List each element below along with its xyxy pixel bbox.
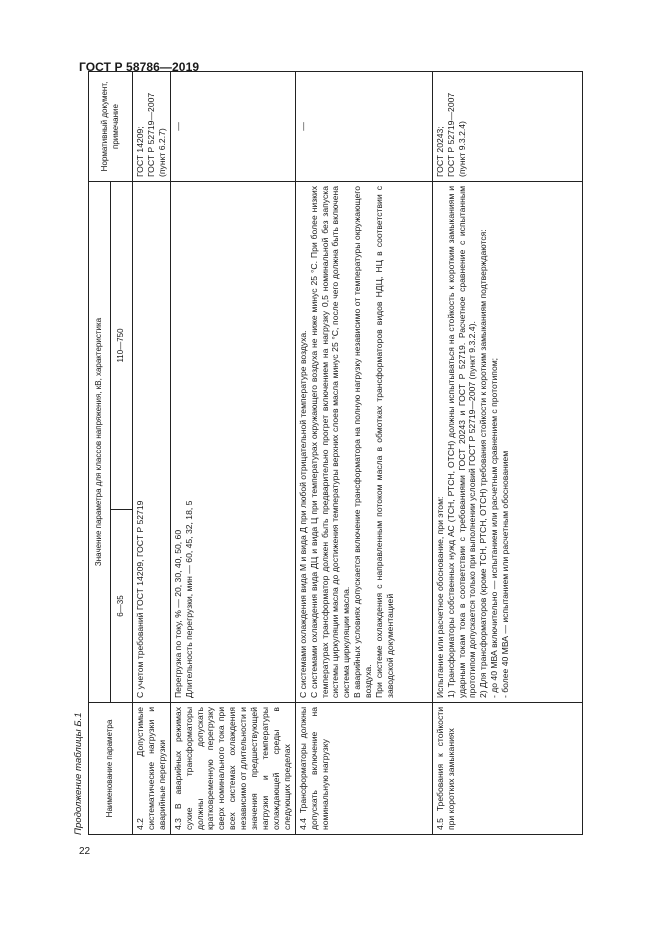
row-4-5-doc — [432, 71, 582, 181]
rotated-table-block — [73, 72, 583, 835]
value-paragraph: 2) Для трансформаторов (кроме ТСН, РТСН, ОТСН) требования стойкости к коротким замыканиям подтверждаются: — [478, 229, 489, 698]
value-paragraph: - до 40 МВА включительно — испытанием или расчетным сравнением с прототипом; — [489, 357, 500, 698]
value-line: Длительность перегрузки, мин — 60, 45, 32, 18, 5 — [183, 500, 194, 698]
value-paragraph: Испытание или расчетное обоснование, при этом: — [434, 496, 445, 698]
row-4-4-name: 4.4 Трансформаторы должны допускать включение на номинальную нагрузку — [295, 703, 432, 835]
doc-line: ГОСТ Р 52719—2007 — [445, 92, 456, 177]
header-voltage-6-35: 6—35 — [111, 510, 133, 703]
page-number: 22 — [79, 846, 91, 857]
value-paragraph: В аварийных условиях допускается включение трансформатора на полную нагрузку независимо от температуры окружающего воздуха. — [352, 185, 374, 698]
value-paragraph: - более 40 МВА — испытанием или расчетным обоснованием — [500, 450, 511, 698]
table-row — [432, 71, 582, 834]
row-4-4-value — [295, 181, 432, 702]
row-4-2-value: С учетом требований ГОСТ 14209, ГОСТ Р 52719 — [133, 181, 171, 702]
table-caption: Продолжение таблицы Б.1 — [73, 712, 84, 835]
value-paragraph: 1) Трансформаторы собственных нужд АС (ТСН, РТСН, ОТСН) должны испытываться на стойкость к коротким замыканиям и ударным токам тока в соответствии с требованиями ГОСТ 20243 и ГОСТ Р 52719. Расчетное сравнение с испытанным прототипом допускается только при выполнении условий ГОСТ Р 52719—2007 (пункт 9.3.2.4). — [445, 185, 478, 698]
standard-code: ГОСТ Р 58786—2019 — [79, 60, 200, 74]
parameters-table — [88, 71, 583, 835]
row-4-3-doc: — — [170, 71, 295, 181]
row-4-4-doc: — — [295, 71, 432, 181]
table-header-row — [89, 71, 111, 834]
table-row — [170, 71, 295, 834]
value-line: Перегрузка по току, % — 20, 30, 40, 50, 60 — [172, 529, 183, 698]
row-4-3-value — [170, 181, 295, 702]
row-4-2-doc — [133, 71, 171, 181]
doc-line: ГОСТ 20243; — [434, 126, 445, 177]
header-voltage-110-750: 110—750 — [111, 181, 133, 509]
doc-line: (пункт 9.3.2.4) — [456, 121, 467, 177]
header-parameter-name: Наименование параметра — [89, 703, 133, 835]
header-normative-doc: Нормативный документ, примечание — [89, 71, 133, 181]
doc-line: ГОСТ 14209; — [135, 126, 145, 177]
row-4-3-name: 4.3 В аварийных режимах сухие трансформаторы должны допускать кратковременную перегрузку сверх номинального тока при всех системах охлаждения независимо от длительности и значения предшествующей нагрузки и температуры охлаждающей среды в следующих пределах — [170, 703, 295, 835]
doc-line: (пункт 6.2.7) — [156, 128, 167, 177]
table-row — [133, 71, 171, 834]
row-4-2-name: 4.2 Допустимые систематические нагрузки и аварийные перегрузки — [133, 703, 171, 835]
value-paragraph: При системе охлаждения с направленным потоком масла в обмотках трансформаторов видов НДЦ, НЦ в соответствии с заводской документацией — [374, 185, 395, 698]
table-row — [295, 71, 432, 834]
value-paragraph: С системами охлаждения вида ДЦ и вида Ц при температурах окружающего воздуха не ниже минус 25 °С. При более низких температурах трансформатор должен быть предварительно прогрет включением на нагрузку 0,5 номинальной без запуска системы циркуляции масла до достижения температуры верхних слоев масла минус 25 °С, после чего должна быть включена система циркуляции масла. — [308, 185, 352, 698]
header-value-group: Значение параметра для классов напряжения, кВ, характеристика — [89, 181, 111, 702]
value-paragraph: С системами охлаждения вида М и вида Д при любой отрицательной температуре воздуха. — [297, 330, 308, 698]
row-4-5-name: 4.5 Требования к стойкости при коротких замыканиях — [432, 703, 582, 835]
row-4-5-value — [432, 181, 582, 702]
doc-line: ГОСТ Р 52719—2007 — [145, 92, 156, 177]
